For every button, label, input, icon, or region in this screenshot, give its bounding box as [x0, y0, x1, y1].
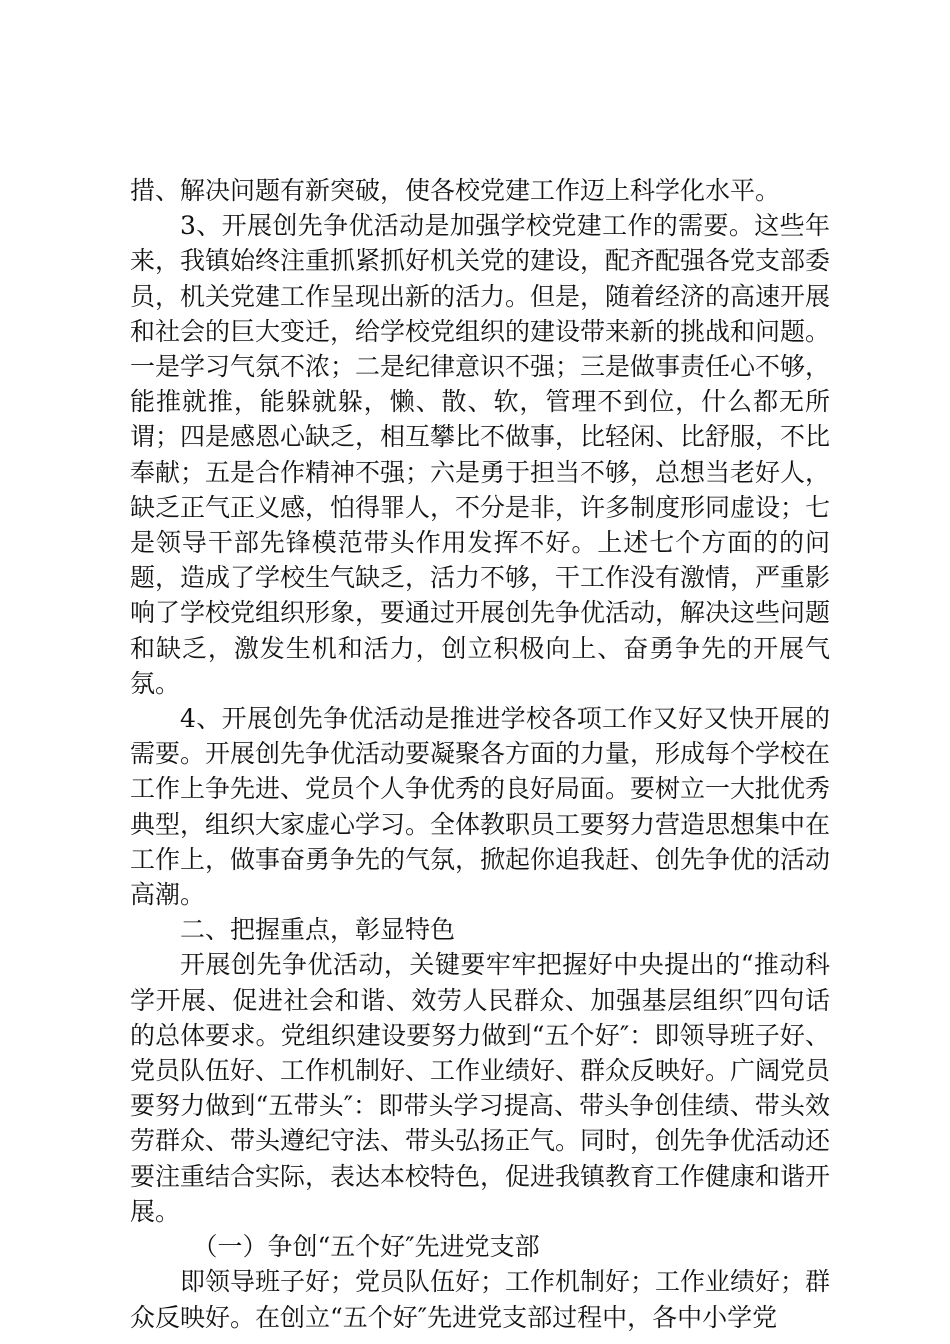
section-heading: 二、把握重点，彰显特色 [180, 915, 456, 945]
paragraph-item-3: 3、开展创先争优活动是加强学校党建工作的需要。这些年来，我镇始终注重抓紧抓好机关党的建设，配齐配强各党支部委员，机关党建工作呈现出新的活力。但是，随着经济的高速开展和社会的巨大变迁，给学校党组织的建设带来新的挑战和问题。一是学习气氛不浓；二是纪律意识不强；三是做事责任心不够，能推就推，能躲就躲，懒、散、软，管理不到位，什么都无所谓；四是感恩心缺乏，相互攀比不做事，比轻闲、比舒服，不比奉献；五是合作精神不强；六是勇于担当不够，总想当老好人，缺乏正气正义感，怕得罪人，不分是非，许多制度形同虚设；七是领导干部先锋模范带头作用发挥不好。上述七个方面的的问题，造成了学校生气缺乏，活力不够，干工作没有激情，严重影响了学校党组织形象，要通过开展创先争优活动，解决这些问题和缺乏，激发生机和活力，创立积极向上、奋勇争先的开展气氛。 [130, 211, 831, 698]
paragraph-item-4: 4、开展创先争优活动是推进学校各项工作又好又快开展的需要。开展创先争优活动要凝聚各方面的力量，形成每个学校在工作上争先进、党员个人争优秀的良好局面。要树立一大批优秀典型，组织大家虚心学习。全体教职员工要努力营造思想集中在工作上，做事奋勇争先的气氛，掀起你追我赶、创先争优的活动高潮。 [130, 704, 831, 910]
document-body [130, 173, 830, 1335]
paragraph-continuation: 措、解决问题有新突破，使各校党建工作迈上科学化水平。 [130, 176, 781, 205]
paragraph-requirements: 开展创先争优活动，关键要牢牢把握好中央提出的“推动科学开展、促进社会和谐、效劳人民群众、加强基层组织″四句话的总体要求。党组织建设要努力做到“五个好″：即领导班子好、党员队伍好、工作机制好、工作业绩好、群众反映好。广阔党员要努力做到“五带头″：即带头学习提高、带头争创佳绩、带头效劳群众、带头遵纪守法、带头弘扬正气。同时，创先争优活动还要注重结合实际，表达本校特色，促进我镇教育工作健康和谐开展。 [130, 950, 831, 1226]
sub-heading: （一）争创“五个好″先进党支部 [192, 1232, 540, 1262]
paragraph-five-goods: 即领导班子好；党员队伍好；工作机制好；工作业绩好；群众反映好。在创立“五个好″先进党支部过程中，各中小学党 [130, 1267, 831, 1332]
